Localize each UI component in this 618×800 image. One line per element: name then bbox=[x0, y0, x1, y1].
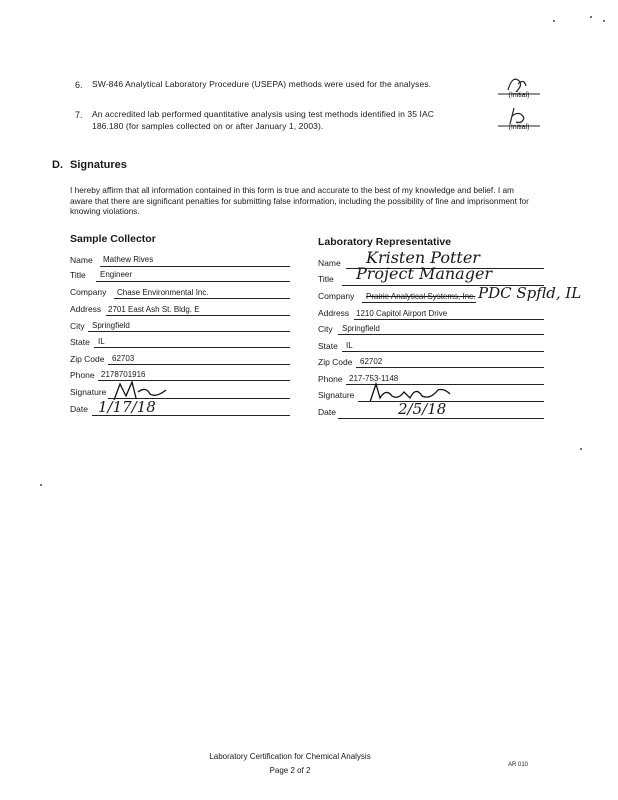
scan-speck bbox=[553, 20, 555, 22]
collector-address-value: 2701 East Ash St. Bldg. E bbox=[108, 305, 200, 314]
field-line bbox=[362, 302, 476, 303]
field-label: Signature bbox=[70, 387, 107, 397]
lab-date-value: 2/5/18 bbox=[398, 400, 447, 418]
field-line bbox=[356, 367, 544, 368]
field-label: Address bbox=[318, 308, 350, 318]
collector-zip-value: 62703 bbox=[112, 354, 135, 363]
footer-title: Laboratory Certification for Chemical Analysis bbox=[209, 752, 371, 761]
collector-company-value: Chase Environmental Inc. bbox=[117, 288, 209, 297]
collector-name-value: Mathew Rives bbox=[103, 255, 154, 264]
collector-title-value: Engineer bbox=[100, 270, 133, 279]
lab-phone-value: 217-753-1148 bbox=[349, 374, 399, 383]
initial-block bbox=[494, 104, 544, 140]
section-title: Signatures bbox=[70, 159, 127, 171]
field-label: Name bbox=[70, 255, 93, 265]
field-line bbox=[342, 351, 544, 352]
lab-address-value: 1210 Capitol Airport Drive bbox=[356, 309, 448, 318]
lab-rep-title: Laboratory Representative bbox=[318, 236, 452, 248]
field-line bbox=[338, 334, 544, 335]
field-label: State bbox=[70, 337, 90, 347]
lab-title-value: Project Manager bbox=[356, 264, 493, 283]
field-line bbox=[338, 418, 544, 419]
lab-name-value: Kristen Potter bbox=[366, 248, 480, 267]
item-text: 186.180 (for samples collected on or after January 1, 2003). bbox=[92, 121, 324, 131]
field-label: City bbox=[318, 324, 333, 334]
field-label: Date bbox=[70, 404, 88, 414]
initial-block bbox=[494, 72, 544, 108]
field-label: Signature bbox=[318, 390, 355, 400]
item-number: 6. bbox=[75, 80, 83, 90]
field-label: Title bbox=[318, 274, 334, 284]
scan-speck bbox=[580, 448, 582, 450]
field-line bbox=[114, 298, 290, 299]
footer-page-number: Page 2 of 2 bbox=[269, 766, 311, 775]
field-line bbox=[358, 401, 544, 402]
field-label: Zip Code bbox=[318, 357, 353, 367]
affirmation-paragraph: I hereby affirm that all information contained in this form is true and accurate to the best of my knowledge and belief. I am aware that there are significant penalties for submitting false information, including the possibility of fine and imprisonment for knowing violations. bbox=[70, 185, 529, 216]
lab-state-value: IL bbox=[346, 341, 353, 350]
scan-speck bbox=[590, 16, 592, 18]
collector-date-value: 1/17/18 bbox=[98, 398, 156, 416]
field-line bbox=[96, 281, 290, 282]
field-label: State bbox=[318, 341, 338, 351]
collector-city-value: Springfield bbox=[92, 321, 130, 330]
lab-company-handwritten: PDC Spfld, IL bbox=[478, 284, 582, 302]
field-label: Phone bbox=[318, 374, 343, 384]
field-label: Title bbox=[70, 270, 86, 280]
field-label: Zip Code bbox=[70, 354, 105, 364]
item-text: SW-846 Analytical Laboratory Procedure (USEPA) methods were used for the analyses. bbox=[92, 79, 432, 89]
item-text: An accredited lab performed quantitative analysis using test methods identified in 35 IAC bbox=[92, 109, 435, 119]
field-line bbox=[354, 319, 544, 320]
collector-phone-value: 2178701916 bbox=[101, 370, 146, 379]
field-label: Phone bbox=[70, 370, 95, 380]
collector-state-value: IL bbox=[98, 337, 105, 346]
footer-code: AR 010 bbox=[508, 762, 529, 768]
sample-collector-title: Sample Collector bbox=[70, 233, 156, 245]
scan-speck bbox=[603, 20, 605, 22]
initial-label: (Initial) bbox=[508, 124, 530, 131]
field-line bbox=[108, 364, 290, 365]
field-label: City bbox=[70, 321, 85, 331]
field-line bbox=[100, 266, 290, 267]
field-label: Company bbox=[70, 287, 107, 297]
field-label: Company bbox=[318, 291, 355, 301]
field-label: Address bbox=[70, 304, 102, 314]
field-line bbox=[88, 331, 290, 332]
initial-label: (Initial) bbox=[508, 92, 530, 99]
field-line bbox=[106, 315, 290, 316]
item-number: 7. bbox=[75, 110, 83, 120]
lab-company-value: Prairie Analytical Systems, Inc. bbox=[366, 292, 476, 301]
section-letter: D. bbox=[52, 159, 63, 171]
field-line bbox=[94, 347, 290, 348]
scan-speck bbox=[40, 484, 42, 486]
field-line bbox=[92, 415, 290, 416]
field-label: Date bbox=[318, 407, 336, 417]
lab-zip-value: 62702 bbox=[360, 357, 383, 366]
lab-city-value: Springfield bbox=[342, 324, 380, 333]
field-label: Name bbox=[318, 258, 341, 268]
